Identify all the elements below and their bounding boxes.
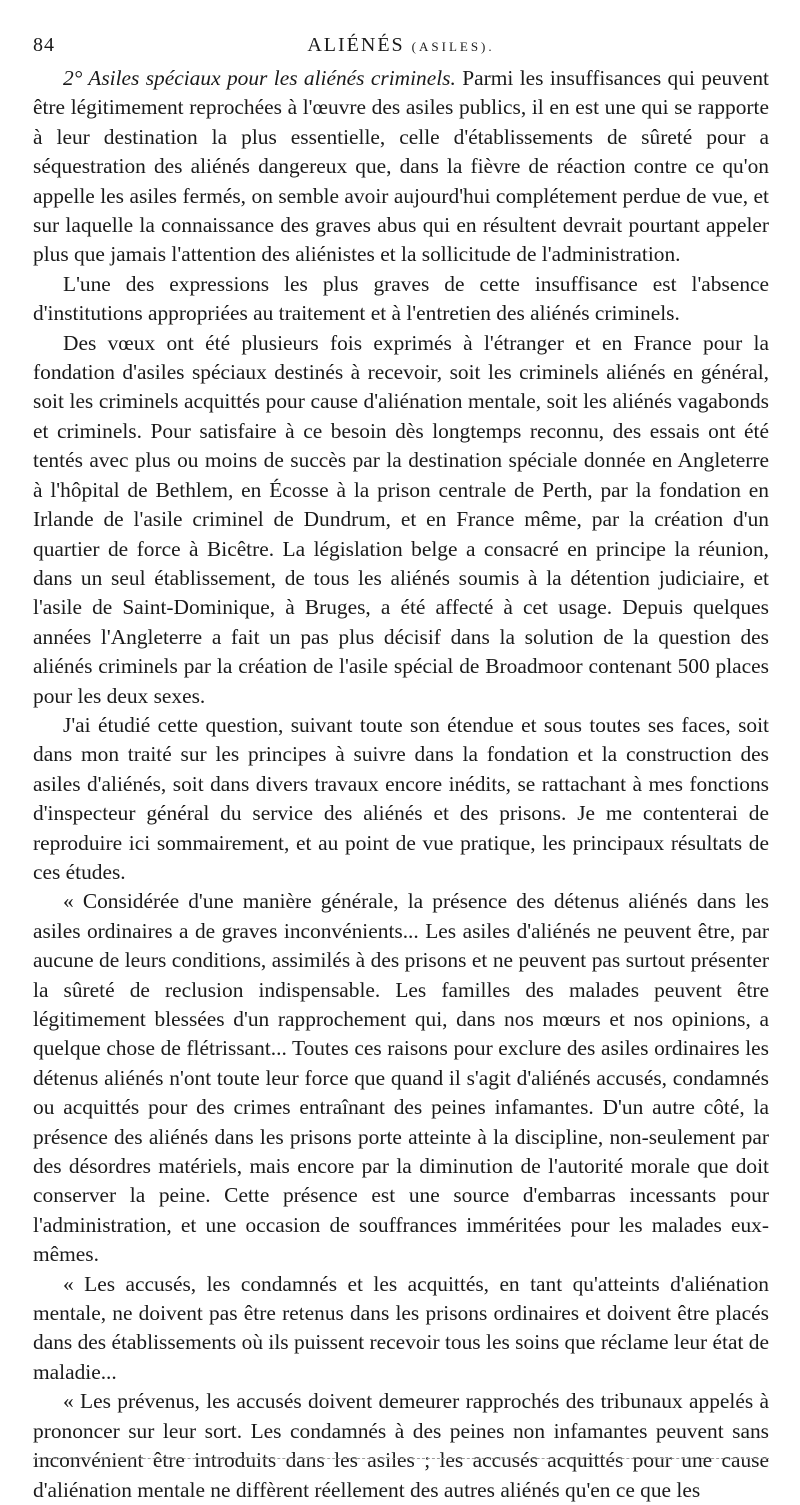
running-head: [33, 30, 769, 64]
running-title-main: ALIÉNÉS: [307, 34, 412, 56]
running-title-sub: (ASILES).: [411, 39, 495, 54]
paragraph: J'ai étudié cette question, suivant toute son étendue et sous toutes ses faces, soit dans mon traité sur les principes à suivre dans la fondation et la construction des asiles d'aliénés, soit dans divers travaux encore inédits, se rattachant à mes fonctions d'inspecteur général du service des aliénés et des prisons. Je me contenterai de reproduire ici sommairement, et au point de vue pratique, les principaux résultats de ces études.: [33, 712, 769, 884]
paragraph: « Considérée d'une manière générale, la présence des détenus aliénés dans les asiles ordinaires a de graves inconvénients... Les asiles d'aliénés ne peuvent être, par aucune de leurs conditions, assimilés à des prisons et ne peuvent pas surtout présenter la sûreté de reclusion indispensable. Les familles des malades peuvent être légitimement blessées d'un rapprochement qui, dans nos mœurs et nos opinions, a quelque chose de flétrissant... Toutes ces raisons pour exclure des asiles ordinaires les détenus aliénés n'ont toute leur force que quand il s'agit d'aliénés accusés, condamnés ou acquittés pour des crimes entraînant des peines infamantes. D'un autre côté, la présence des aliénés dans les prisons porte atteinte à la discipline, non-seulement par des désordres matériels, mais encore par la diminution de l'autorité morale que doit conserver la peine. Cette présence est une source d'embarras incessants pour l'administration, et une occasion de souffrances imméritées pour les malades eux-mêmes.: [33, 889, 769, 1267]
paragraph: Des vœux ont été plusieurs fois exprimés à l'étranger et en France pour la fondation d'asiles spéciaux destinés à recevoir, soit les criminels aliénés en général, soit les criminels acquittés pour cause d'aliénation mentale, soit les aliénés vagabonds et criminels. Pour satisfaire à ce besoin dès longtemps reconnu, des essais ont été tentés avec plus ou moins de succès par la destination spéciale donnée en Angleterre à l'hôpital de Bethlem, en Écosse à la prison centrale de Perth, par la fondation en Irlande de l'asile criminel de Dundrum, et en France même, par la création d'un quartier de force à Bicêtre. La législation belge a consacré en principe la réunion, dans un seul établissement, de tous les aliénés soumis à la détention judiciaire, et l'asile de Saint-Dominique, à Bruges, a été affecté à cet usage. Depuis quelques années l'Angleterre a fait un pas plus décisif dans la solution de la question des aliénés criminels par la création de l'asile spécial de Broadmoor contenant 500 places pour les deux sexes.: [33, 330, 769, 708]
page: [33, 30, 769, 1505]
paragraph: « Les prévenus, les accusés doivent demeurer rapprochés des tribunaux appelés à prononcer sur leur sort. Les condamnés à des peines non infamantes peuvent sans inconvénient être introduits dans les asiles ; les accusés acquittés pour une cause d'aliénation mentale ne diffèrent réellement des autres aliénés qu'en ce que les: [33, 1389, 769, 1502]
body-text: [33, 64, 769, 1505]
footer-rule: [33, 1458, 769, 1459]
page-number: 84: [33, 34, 55, 56]
paragraph: L'une des expressions les plus graves de cette insuffisance est l'absence d'institutions appropriées au traitement et à l'entretien des aliénés criminels.: [33, 271, 769, 326]
section-intro-text: Parmi les insuffisances qui peuvent être légitimement reprochées à l'œuvre des asiles publics, il en est une qui se rapporte à leur destination la plus essentielle, celle d'établissements de sûreté pour a séquestration des aliénés dangereux que, dans la fièvre de réaction contre ce qu'on appelle les asiles fermés, on semble avoir aujourd'hui complétement perdue de vue, et sur laquelle la connaissance des graves abus qui en résultent devrait pourtant appeler plus que jamais l'attention des aliénistes et la sollicitude de l'administration.: [33, 66, 769, 267]
running-title: [33, 30, 769, 62]
section-heading: 2° Asiles spéciaux pour les aliénés criminels.: [63, 66, 456, 90]
paragraph-section-intro: [33, 64, 769, 270]
paragraph: « Les accusés, les condamnés et les acquittés, en tant qu'atteints d'aliénation mentale, ne doivent pas être retenus dans les prisons ordinaires et doivent être placés dans des établissements où ils puissent recevoir tous les soins que réclame leur état de maladie...: [33, 1271, 769, 1384]
